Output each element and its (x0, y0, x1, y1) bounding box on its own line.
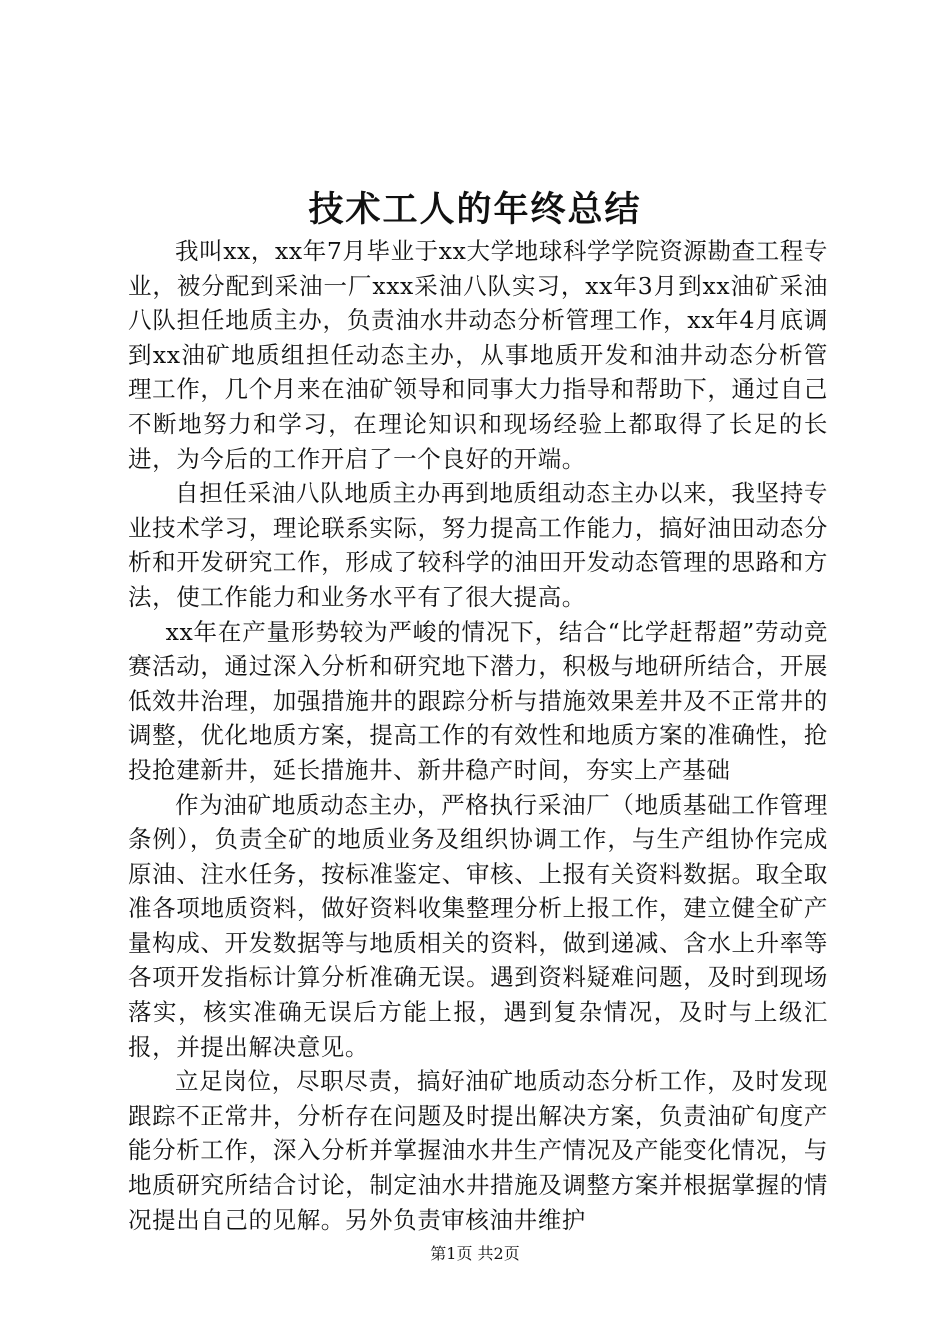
paragraph-1: 我叫xx，xx年7月毕业于xx大学地球科学学院资源勘查工程专业，被分配到采油一厂xxx采油八队实习，xx年3月到xx油矿采油八队担任地质主办，负责油水井动态分析管理工作，xx年4月底调到xx油矿地质组担任动态主办，从事地质开发和油井动态分析管理工作，几个月来在油矿领导和同事大力指导和帮助下，通过自己不断地努力和学习，在理论知识和现场经验上都取得了长足的长进，为今后的工作开启了一个良好的开端。 (128, 237, 828, 473)
paragraph-4: 作为油矿地质动态主办，严格执行采油厂（地质基础工作管理条例），负责全矿的地质业务及组织协调工作，与生产组协作完成原油、注水任务，按标准鉴定、审核、上报有关资料数据。取全取准各项地质资料，做好资料收集整理分析上报工作，建立健全矿产量构成、开发数据等与地质相关的资料，做到递减、含水上升率等各项开发指标计算分析准确无误。遇到资料疑难问题，及时到现场落实，核实准确无误后方能上报，遇到复杂情况，及时与上级汇报，并提出解决意见。 (128, 790, 828, 1061)
page-number-footer: 第1页 共2页 (430, 1244, 520, 1263)
paragraph-3: xx年在产量形势较为严峻的情况下，结合“比学赶帮超”劳动竞赛活动，通过深入分析和研究地下潜力，积极与地研所结合，开展低效井治理，加强措施井的跟踪分析与措施效果差井及不正常井的调整，优化地质方案，提高工作的有效性和地质方案的准确性，抢投抢建新井，延长措施井、新井稳产时间，夯实上产基础 (128, 617, 828, 784)
document-body (128, 234, 828, 1237)
document-title: 技术工人的年终总结 (308, 189, 642, 230)
paragraph-5: 立足岗位，尽职尽责，搞好油矿地质动态分析工作，及时发现跟踪不正常井，分析存在问题及时提出解决方案，负责油矿旬度产能分析工作，深入分析并掌握油水井生产情况及产能变化情况，与地质研究所结合讨论，制定油水井措施及调整方案并根据掌握的情况提出自己的见解。另外负责审核油井维护 (128, 1067, 828, 1234)
paragraph-2: 自担任采油八队地质主办再到地质组动态主办以来，我坚持专业技术学习，理论联系实际，努力提高工作能力，搞好油田动态分析和开发研究工作，形成了较科学的油田开发动态管理的思路和方法，使工作能力和业务水平有了很大提高。 (128, 479, 828, 611)
